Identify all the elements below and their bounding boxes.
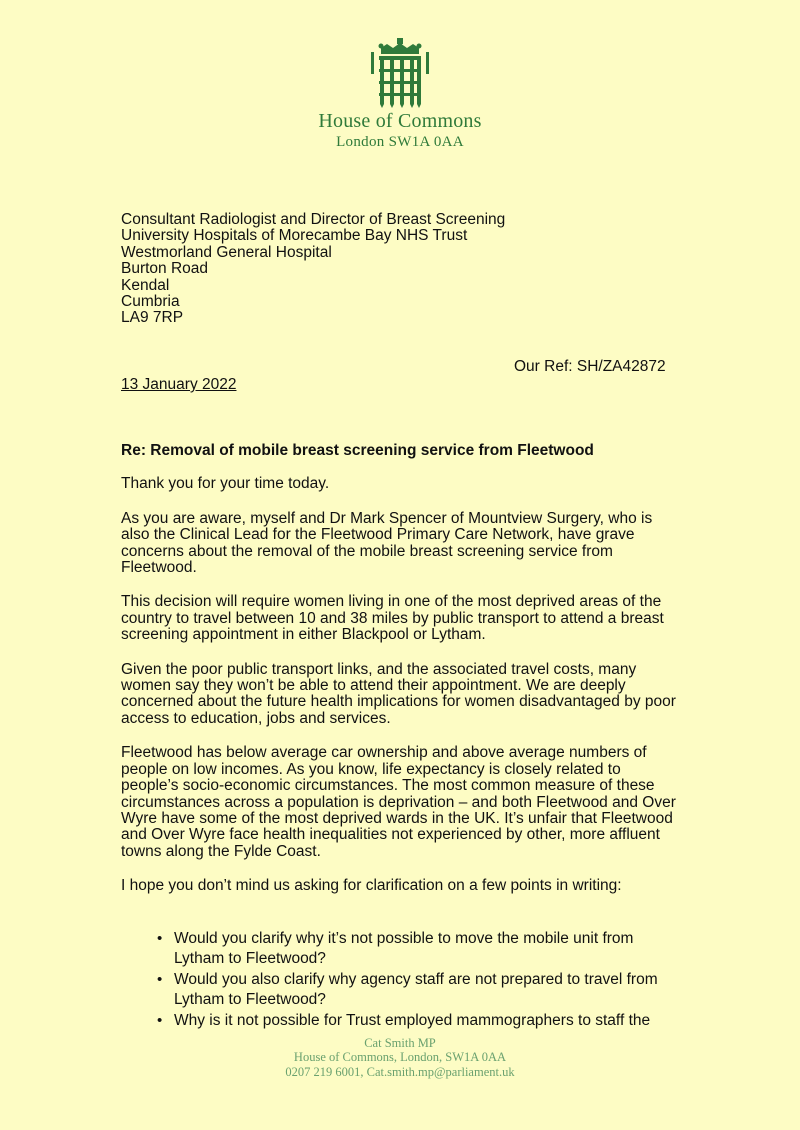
footer-contact: 0207 219 6001, Cat.smith.mp@parliament.uk <box>285 1064 515 1079</box>
footer-name: Cat Smith MP <box>364 1036 436 1050</box>
address-line: Consultant Radiologist and Director of Breast Screening <box>121 211 506 228</box>
paragraph: I hope you don’t mind us asking for clarification on a few points in writing: <box>121 877 622 895</box>
org-name: House of Commons <box>318 110 482 132</box>
paragraph: This decision will require women living in one of the most deprived areas of the country to travel between 10 and 38 miles by public transport to attend a breast screening appointment in either Blackpool or Lytham. <box>121 593 664 644</box>
letter-footer <box>0 1036 800 1079</box>
paragraph: Given the poor public transport links, and the associated travel costs, many women say they won’t be able to attend their appointment. We are deeply concerned about the future health implications for women disadvantaged by poor access to education, jobs and services. <box>121 660 676 727</box>
address-line: University Hospitals of Morecambe Bay NHS Trust <box>121 227 468 245</box>
list-item: • Why is it not possible for Trust employed mammographers to staff the <box>157 1011 681 1032</box>
footer-address: House of Commons, London, SW1A 0AA <box>293 1050 507 1065</box>
address-line: Kendal <box>121 276 170 294</box>
address-line: Cumbria <box>121 293 180 311</box>
letter-body <box>121 443 681 1032</box>
list-item: • Would you also clarify why agency staff are not prepared to travel from Lytham to Fleetwood? <box>157 970 681 1011</box>
question-list <box>121 929 681 1032</box>
letter-date: 13 January 2022 <box>121 376 237 393</box>
address-line: Westmorland General Hospital <box>121 243 332 261</box>
recipient-address <box>121 212 505 327</box>
paragraph: As you are aware, myself and Dr Mark Spencer of Mountview Surgery, who is also the Clinical Lead for the Fleetwood Primary Care Network, have grave concerns about the removal of the mobile breast screening service from Fleetwood. <box>121 509 653 577</box>
org-address: London SW1A 0AA <box>336 134 464 150</box>
address-line: LA9 7RP <box>121 309 184 327</box>
list-item: • Would you clarify why it’s not possible to move the mobile unit from Lytham to Fleetwood? <box>157 929 681 970</box>
paragraph: Fleetwood has below average car ownership and above average numbers of people on low incomes. As you know, life expectancy is closely related to people’s socio-economic circumstances. The most common measure of these circumstances across a population is deprivation – and both Fleetwood and Over Wyre have some of the most deprived wards in the UK. It’s unfair that Fleetwood and Over Wyre face health inequalities not experienced by other, more affluent towns along the Fylde Coast. <box>121 744 676 860</box>
portcullis-icon <box>369 38 431 108</box>
address-line: Burton Road <box>121 260 209 278</box>
paragraph: Thank you for your time today. <box>121 475 330 493</box>
letterhead <box>0 38 800 151</box>
subject-line: Re: Removal of mobile breast screening service from Fleetwood <box>121 442 594 459</box>
our-reference: Our Ref: SH/ZA42872 <box>514 358 666 375</box>
